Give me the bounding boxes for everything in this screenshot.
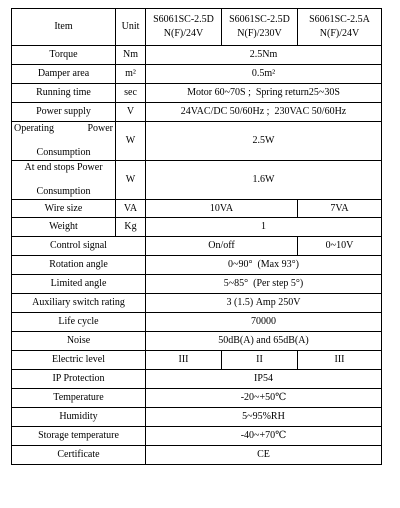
row-end-stops-power bbox=[12, 161, 382, 200]
control-signal-value-b: 0~10V bbox=[298, 237, 382, 256]
temperature-value: -20~+50℃ bbox=[146, 389, 382, 408]
temperature-label: Temperature bbox=[12, 389, 146, 408]
humidity-value: 5~95%RH bbox=[146, 408, 382, 427]
row-operating-power bbox=[12, 122, 382, 161]
electric-level-value-1: III bbox=[146, 351, 222, 370]
specification-table bbox=[11, 8, 382, 465]
row-torque bbox=[12, 46, 382, 65]
humidity-label: Humidity bbox=[12, 408, 146, 427]
weight-unit: Kg bbox=[116, 218, 146, 237]
noise-label: Noise bbox=[12, 332, 146, 351]
header-model-2-line1: S6061SC-2.5D bbox=[229, 14, 290, 25]
life-cycle-value: 70000 bbox=[146, 313, 382, 332]
header-model-3-line2: N(F)/24V bbox=[319, 28, 360, 39]
certificate-label: Certificate bbox=[12, 446, 146, 465]
operating-power-label-line1 bbox=[14, 122, 113, 136]
electric-level-value-2: II bbox=[222, 351, 298, 370]
running-time-label: Running time bbox=[12, 84, 116, 103]
row-life-cycle bbox=[12, 313, 382, 332]
header-model-1-line1: S6061SC-2.5D bbox=[153, 14, 214, 25]
electric-level-value-3: III bbox=[298, 351, 382, 370]
row-electric-level bbox=[12, 351, 382, 370]
weight-label: Weight bbox=[12, 218, 116, 237]
row-aux-switch bbox=[12, 294, 382, 313]
wire-size-unit: VA bbox=[116, 200, 146, 218]
wire-size-value-a: 10VA bbox=[146, 200, 298, 218]
torque-label: Torque bbox=[12, 46, 116, 65]
row-damper-area bbox=[12, 65, 382, 84]
control-signal-label: Control signal bbox=[12, 237, 146, 256]
damper-area-value: 0.5m² bbox=[146, 65, 382, 84]
end-stops-power-value: 1.6W bbox=[146, 161, 382, 200]
power-supply-unit: V bbox=[116, 103, 146, 122]
row-temperature bbox=[12, 389, 382, 408]
header-model-1 bbox=[146, 9, 222, 46]
damper-area-unit: m² bbox=[116, 65, 146, 84]
storage-temperature-label: Storage temperature bbox=[12, 427, 146, 446]
operating-power-word-1: Operating bbox=[14, 123, 54, 134]
power-supply-value: 24VAC/DC 50/60Hz ; 230VAC 50/60Hz bbox=[146, 103, 382, 122]
noise-value: 50dB(A) and 65dB(A) bbox=[146, 332, 382, 351]
running-time-unit: sec bbox=[116, 84, 146, 103]
row-running-time bbox=[12, 84, 382, 103]
header-model-2 bbox=[222, 9, 298, 46]
header-unit: Unit bbox=[116, 9, 146, 46]
running-time-value: Motor 60~70S ; Spring return25~30S bbox=[146, 84, 382, 103]
power-supply-label: Power supply bbox=[12, 103, 116, 122]
life-cycle-label: Life cycle bbox=[12, 313, 146, 332]
row-power-supply bbox=[12, 103, 382, 122]
operating-power-word-2: Power bbox=[87, 123, 113, 134]
row-ip-protection bbox=[12, 370, 382, 389]
operating-power-label bbox=[12, 122, 116, 161]
row-storage-temperature bbox=[12, 427, 382, 446]
header-model-3 bbox=[298, 9, 382, 46]
end-stops-power-unit: W bbox=[116, 161, 146, 200]
storage-temperature-value: -40~+70℃ bbox=[146, 427, 382, 446]
wire-size-label: Wire size bbox=[12, 200, 116, 218]
control-signal-value-a: On/off bbox=[146, 237, 298, 256]
operating-power-value: 2.5W bbox=[146, 122, 382, 161]
row-weight bbox=[12, 218, 382, 237]
header-model-1-line2: N(F)/24V bbox=[163, 28, 204, 39]
row-humidity bbox=[12, 408, 382, 427]
ip-protection-value: IP54 bbox=[146, 370, 382, 389]
certificate-value: CE bbox=[146, 446, 382, 465]
operating-power-unit: W bbox=[116, 122, 146, 161]
torque-value: 2.5Nm bbox=[146, 46, 382, 65]
limited-angle-value: 5~85° (Per step 5°) bbox=[146, 275, 382, 294]
header-row bbox=[12, 9, 382, 46]
weight-value: 1 bbox=[146, 218, 382, 237]
row-wire-size bbox=[12, 200, 382, 218]
end-stops-power-label-line2: Consumption bbox=[36, 186, 91, 197]
limited-angle-label: Limited angle bbox=[12, 275, 146, 294]
aux-switch-label: Auxiliary switch rating bbox=[12, 294, 146, 313]
damper-area-label: Damper area bbox=[12, 65, 116, 84]
row-noise bbox=[12, 332, 382, 351]
row-limited-angle bbox=[12, 275, 382, 294]
electric-level-label: Electric level bbox=[12, 351, 146, 370]
ip-protection-label: IP Protection bbox=[12, 370, 146, 389]
header-model-3-line1: S6061SC-2.5A bbox=[309, 14, 370, 25]
end-stops-power-label-line1: At end stops Power bbox=[24, 162, 103, 173]
operating-power-label-line2: Consumption bbox=[36, 147, 91, 158]
row-certificate bbox=[12, 446, 382, 465]
aux-switch-value: 3 (1.5) Amp 250V bbox=[146, 294, 382, 313]
header-model-2-line2: N(F)/230V bbox=[237, 28, 282, 39]
torque-unit: Nm bbox=[116, 46, 146, 65]
row-control-signal bbox=[12, 237, 382, 256]
row-rotation-angle bbox=[12, 256, 382, 275]
end-stops-power-label bbox=[12, 161, 116, 200]
rotation-angle-value: 0~90° (Max 93°) bbox=[146, 256, 382, 275]
wire-size-value-b: 7VA bbox=[298, 200, 382, 218]
rotation-angle-label: Rotation angle bbox=[12, 256, 146, 275]
header-item: Item bbox=[12, 9, 116, 46]
